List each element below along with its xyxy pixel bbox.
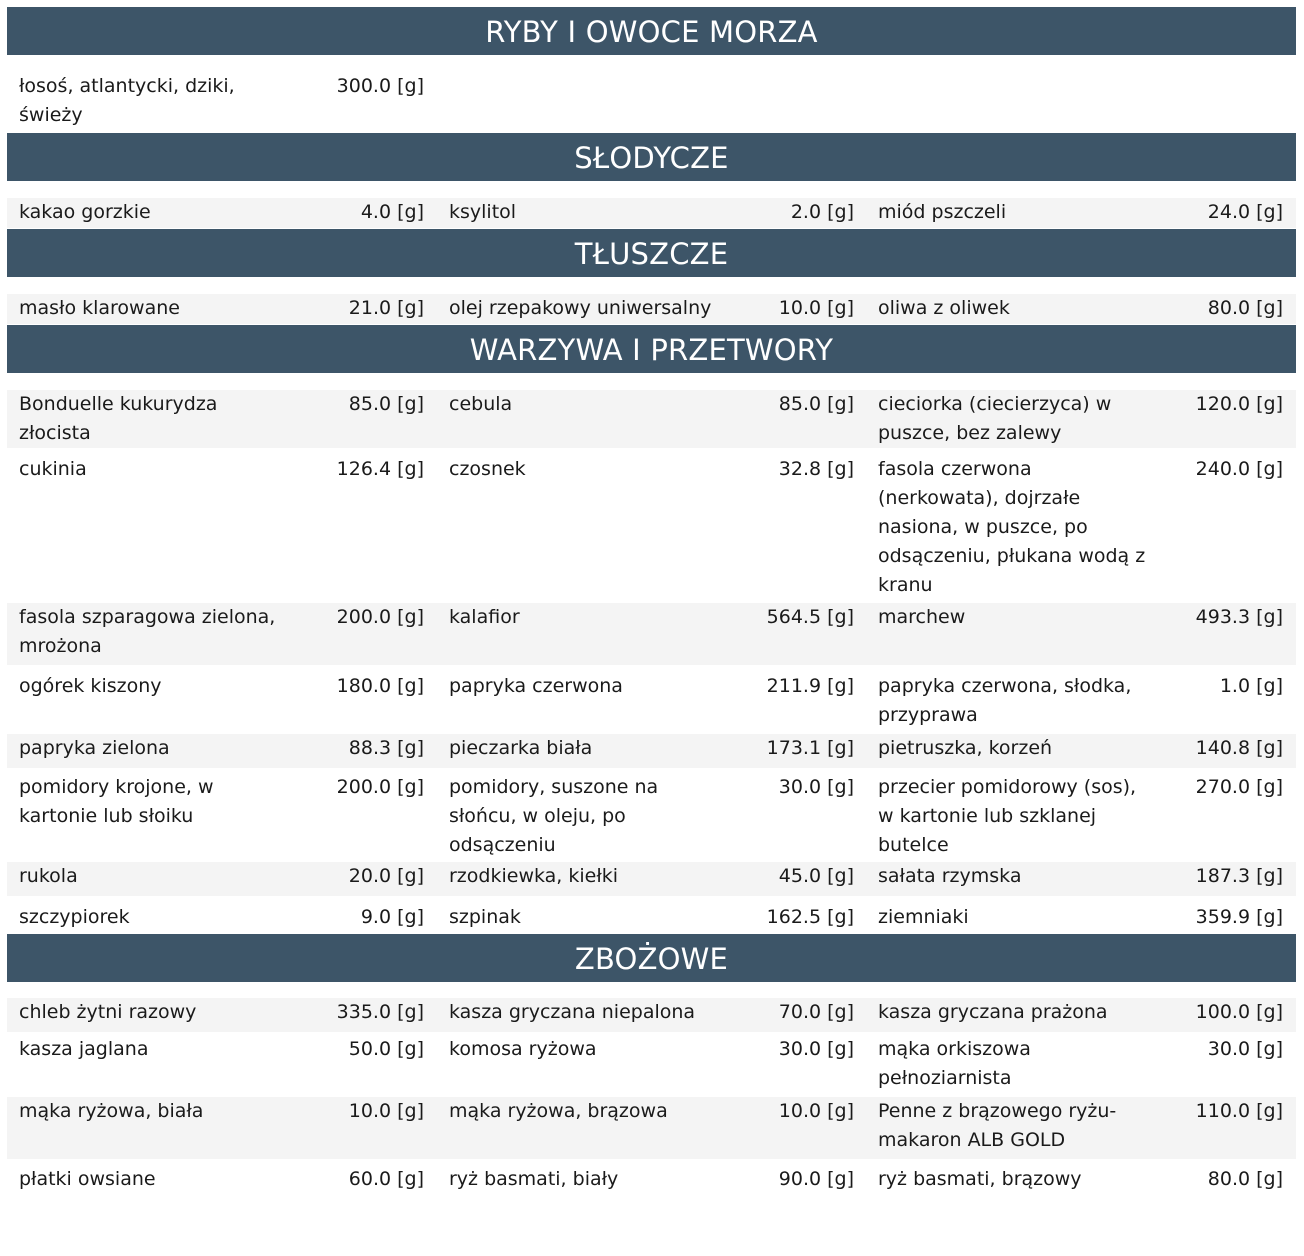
- item-amount: 30.0 [g]: [778, 1038, 854, 1060]
- category-header: ZBOŻOWE: [7, 934, 1296, 982]
- table-row: [7, 72, 1296, 130]
- item-name: chleb żytni razowy: [19, 1001, 197, 1023]
- item-amount: 60.0 [g]: [348, 1168, 424, 1190]
- item-name: komosa ryżowa: [449, 1038, 597, 1060]
- item-amount: 120.0 [g]: [1195, 393, 1283, 415]
- item-name: czosnek: [449, 458, 526, 480]
- category-header: RYBY I OWOCE MORZA: [7, 7, 1296, 55]
- item-amount: 140.8 [g]: [1195, 737, 1283, 759]
- item-name: Bonduelle kukurydza złocista: [19, 393, 218, 444]
- item-amount: 240.0 [g]: [1195, 458, 1283, 480]
- item-amount: 211.9 [g]: [766, 675, 854, 697]
- item-amount: 70.0 [g]: [778, 1001, 854, 1023]
- item-name: sałata rzymska: [878, 865, 1022, 887]
- item-amount: 126.4 [g]: [336, 458, 424, 480]
- table-row: [7, 1097, 1296, 1159]
- item-name: ryż basmati, brązowy: [878, 1168, 1082, 1190]
- category-header: TŁUSZCZE: [7, 229, 1296, 277]
- item-name: oliwa z oliwek: [878, 297, 1010, 319]
- item-amount: 88.3 [g]: [348, 737, 424, 759]
- item-amount: 187.3 [g]: [1195, 865, 1283, 887]
- item-name: przecier pomidorowy (sos), w kartonie lub szklanej butelce: [878, 776, 1137, 856]
- item-name: pomidory krojone, w kartonie lub słoiku: [19, 776, 214, 827]
- item-amount: 85.0 [g]: [778, 393, 854, 415]
- item-name: szczypiorek: [19, 906, 130, 928]
- table-row: [7, 998, 1296, 1032]
- item-amount: 335.0 [g]: [336, 1001, 424, 1023]
- item-amount: 45.0 [g]: [778, 865, 854, 887]
- item-amount: 180.0 [g]: [336, 675, 424, 697]
- table-row: [7, 1035, 1296, 1095]
- item-amount: 493.3 [g]: [1195, 606, 1283, 628]
- item-name: rukola: [19, 865, 78, 887]
- table-row: [7, 903, 1296, 933]
- item-amount: 200.0 [g]: [336, 776, 424, 798]
- item-amount: 270.0 [g]: [1195, 776, 1283, 798]
- table-row: [7, 734, 1296, 768]
- item-name: łosoś, atlantycki, dziki, świeży: [19, 75, 235, 126]
- item-name: pomidory, suszone na słońcu, w oleju, po odsączeniu: [449, 776, 659, 856]
- item-name: ksylitol: [449, 201, 517, 223]
- item-amount: 10.0 [g]: [348, 1100, 424, 1122]
- item-amount: 32.8 [g]: [778, 458, 854, 480]
- item-name: ryż basmati, biały: [449, 1168, 619, 1190]
- table-row: [7, 862, 1296, 896]
- item-name: cebula: [449, 393, 513, 415]
- item-name: płatki owsiane: [19, 1168, 156, 1190]
- table-row: [7, 773, 1296, 861]
- item-name: papryka czerwona: [449, 675, 623, 697]
- item-amount: 200.0 [g]: [336, 606, 424, 628]
- item-name: rzodkiewka, kiełki: [449, 865, 619, 887]
- item-name: mąka orkiszowa pełnoziarnista: [878, 1038, 1031, 1089]
- item-name: cukinia: [19, 458, 87, 480]
- item-amount: 100.0 [g]: [1195, 1001, 1283, 1023]
- item-amount: 80.0 [g]: [1207, 1168, 1283, 1190]
- item-amount: 4.0 [g]: [360, 201, 424, 223]
- item-name: mąka ryżowa, brązowa: [449, 1100, 668, 1122]
- category-header: SŁODYCZE: [7, 133, 1296, 181]
- item-amount: 9.0 [g]: [360, 906, 424, 928]
- item-amount: 10.0 [g]: [778, 1100, 854, 1122]
- item-name: papryka zielona: [19, 737, 170, 759]
- item-amount: 30.0 [g]: [778, 776, 854, 798]
- item-name: fasola czerwona (nerkowata), dojrzałe nasiona, w puszce, po odsączeniu, płukana wodą z kranu: [878, 458, 1146, 596]
- item-name: mąka ryżowa, biała: [19, 1100, 204, 1122]
- item-name: ogórek kiszony: [19, 675, 162, 697]
- item-amount: 80.0 [g]: [1207, 297, 1283, 319]
- table-row: [7, 390, 1296, 448]
- item-name: papryka czerwona, słodka, przyprawa: [878, 675, 1132, 726]
- item-amount: 300.0 [g]: [336, 75, 424, 97]
- item-amount: 2.0 [g]: [790, 201, 854, 223]
- table-row: [7, 603, 1296, 665]
- item-name: szpinak: [449, 906, 521, 928]
- item-name: pietruszka, korzeń: [878, 737, 1053, 759]
- item-name: kalafior: [449, 606, 520, 628]
- item-name: Penne z brązowego ryżu- makaron ALB GOLD: [878, 1100, 1117, 1151]
- table-row: [7, 198, 1296, 228]
- item-amount: 1.0 [g]: [1219, 675, 1283, 697]
- table-row: [7, 1165, 1296, 1197]
- item-amount: 50.0 [g]: [348, 1038, 424, 1060]
- item-amount: 162.5 [g]: [766, 906, 854, 928]
- category-header: WARZYWA I PRZETWORY: [7, 325, 1296, 373]
- item-amount: 110.0 [g]: [1195, 1100, 1283, 1122]
- item-name: marchew: [878, 606, 966, 628]
- table-row: [7, 672, 1296, 732]
- item-name: miód pszczeli: [878, 201, 1007, 223]
- item-name: pieczarka biała: [449, 737, 593, 759]
- item-amount: 564.5 [g]: [766, 606, 854, 628]
- item-name: kasza jaglana: [19, 1038, 149, 1060]
- item-name: kakao gorzkie: [19, 201, 151, 223]
- item-amount: 90.0 [g]: [778, 1168, 854, 1190]
- item-name: fasola szparagowa zielona, mrożona: [19, 606, 276, 657]
- item-name: masło klarowane: [19, 297, 180, 319]
- table-row: [7, 455, 1296, 600]
- item-amount: 359.9 [g]: [1195, 906, 1283, 928]
- item-amount: 173.1 [g]: [766, 737, 854, 759]
- item-amount: 21.0 [g]: [348, 297, 424, 319]
- item-amount: 24.0 [g]: [1207, 201, 1283, 223]
- item-name: cieciorka (ciecierzyca) w puszce, bez zalewy: [878, 393, 1112, 444]
- table-row: [7, 294, 1296, 324]
- item-amount: 10.0 [g]: [778, 297, 854, 319]
- item-name: olej rzepakowy uniwersalny: [449, 297, 712, 319]
- item-amount: 20.0 [g]: [348, 865, 424, 887]
- item-name: ziemniaki: [878, 906, 969, 928]
- item-name: kasza gryczana niepalona: [449, 1001, 696, 1023]
- item-amount: 85.0 [g]: [348, 393, 424, 415]
- item-name: kasza gryczana prażona: [878, 1001, 1108, 1023]
- item-amount: 30.0 [g]: [1207, 1038, 1283, 1060]
